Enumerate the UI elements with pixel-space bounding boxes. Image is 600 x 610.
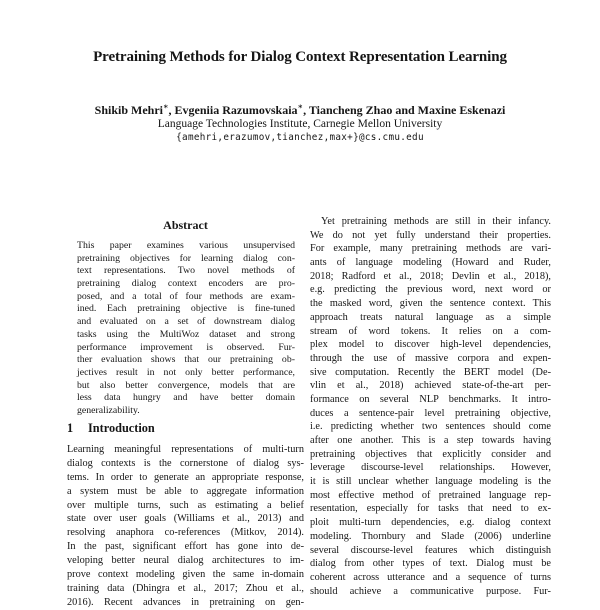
abstract-body xyxy=(77,240,295,418)
abstract-text-line: less data hungry and have better domain xyxy=(77,392,295,404)
introduction-body xyxy=(67,443,304,610)
author-name: , Evgeniia Razumovskaia xyxy=(168,103,298,117)
body-text-line: the masked word, given the sentence context. This xyxy=(310,298,551,310)
body-text-line: dialog from other types of text. Dialog must be xyxy=(310,558,551,570)
body-text-line: most effective method of pretrained language rep- xyxy=(310,489,551,501)
abstract-text-line: and evaluated on a set of downstream dialog xyxy=(77,316,295,328)
body-text-line: We do not yet fully understand their properties. xyxy=(310,229,551,241)
abstract-text-line: pretraining dialog context encoders are pro- xyxy=(77,278,295,290)
abstract-text-line: but also better convergence, models that are xyxy=(77,379,295,391)
body-text-line: after one another. This is a step towards having xyxy=(310,435,551,446)
affiliation-line: Language Technologies Institute, Carnegie Mellon University xyxy=(157,118,443,130)
abstract-text-line: tasks using the MultiWoz dataset and strong xyxy=(77,328,295,340)
body-text-line: resentation, especially for tasks that need to ex- xyxy=(310,503,551,515)
abstract-text-line: This paper examines various unsupervised xyxy=(77,240,295,251)
body-text-line: i.e. predicting whether two sentences should come xyxy=(310,421,551,433)
body-text-line: approach treats natural language as a simple xyxy=(310,311,551,323)
body-text-line: coherent across utterance and a sequence of turns xyxy=(310,571,551,583)
body-text-line: leverage discourse-level relationships. However, xyxy=(310,462,551,474)
body-text-line: ploit multi-turn dependencies, e.g. dialog context xyxy=(310,517,551,529)
section-heading xyxy=(67,421,155,436)
abstract-text-line: ined. Each pretraining objective is fine-tuned xyxy=(77,303,295,315)
body-text-line: e.g. predicting the previous word, next word or xyxy=(310,284,551,296)
email-line: {amehri,erazumov,tianchez,max+}@cs.cmu.edu xyxy=(176,132,424,143)
body-text-line: stream of word tokens. It relies on a com- xyxy=(310,325,551,337)
body-text-line: training data (Dhingra et al., 2017; Zhou et al., xyxy=(67,582,304,594)
body-text-line: pretraining objectives that explicitly consider and xyxy=(310,448,551,460)
body-text-line: a system must be able to aggregate information xyxy=(67,485,304,497)
author-name: Shikib Mehri xyxy=(94,103,163,117)
footnote-asterisk: ∗ xyxy=(163,102,169,111)
body-text-line: resolving anaphora co-references (Mitkov, 2014). xyxy=(67,527,304,539)
body-text-line: modeling. Thornbury and Slade (2006) underline xyxy=(310,530,551,542)
body-text-line: several discourse-level features which distinguish xyxy=(310,544,551,556)
body-text-line: it is still unclear whether language modeling is the xyxy=(310,476,551,488)
footnote-asterisk: ∗ xyxy=(297,102,304,111)
section-title: Introduction xyxy=(88,421,155,435)
body-text-line: For example, many pretraining methods are vari- xyxy=(310,243,551,255)
body-text-line: plex model to discover high-level dependencies, xyxy=(310,339,551,351)
abstract-text-line: text representations. Two novel methods of xyxy=(77,265,295,277)
body-text-line: ants of language modeling (Howard and Ruder, xyxy=(310,257,551,269)
body-text-line: Yet pretraining methods are still in their infancy. xyxy=(321,216,551,227)
body-text-line: vlin et al., 2018) achieved state-of-the-art per- xyxy=(310,380,551,392)
section-number: 1 xyxy=(67,421,74,435)
body-text-line: through the use of massive corpora and expen- xyxy=(310,352,551,364)
body-text-line: prove context modeling given the same in-domain xyxy=(67,569,304,581)
right-column xyxy=(310,215,551,600)
paper-title: Pretraining Methods for Dialog Context Representation Learning xyxy=(93,49,507,65)
body-text-line: Learning meaningful representations of multi-turn xyxy=(67,444,304,455)
abstract-text-line: jectives result in not only better performance, xyxy=(77,366,295,378)
body-text-line: veloping better neural dialog architectures to im- xyxy=(67,555,304,567)
abstract-text-line: pretraining objectives for learning dialog con- xyxy=(77,252,295,264)
body-text-line: sive computation. Recently the BERT model (De- xyxy=(310,366,551,378)
body-text-line: should achieve a communicative purpose. Fur- xyxy=(310,585,551,597)
body-text-line: tems. In order to generate an appropriate response, xyxy=(67,471,304,483)
abstract-text-line: ther evaluation shows that our pretraining ob- xyxy=(77,354,295,366)
body-text-line: duces a sentence-pair level pretraining objective, xyxy=(310,407,551,419)
body-text-line: formance on several NLP benchmarks. It intro- xyxy=(310,393,551,405)
abstract-text-line: generalizability. xyxy=(77,404,140,416)
abstract-text-line: performance improvement is observed. Fur- xyxy=(77,341,295,353)
body-text-line: 2016). Recent advances in pretraining on gen- xyxy=(67,596,304,608)
body-text-line: over multiple turns, such as estimating a belief xyxy=(67,499,304,511)
left-column xyxy=(67,0,304,608)
body-text-line: state over user goals (Williams et al., 2013) and xyxy=(67,513,304,525)
body-text-line: In the past, significant effort has gone into de- xyxy=(67,541,304,553)
abstract-text-line: posed, and a total of four methods are exam- xyxy=(77,290,295,302)
body-text-line: 2018; Radford et al., 2018; Devlin et al., 2018), xyxy=(310,270,551,282)
abstract-heading: Abstract xyxy=(163,218,208,232)
body-text-line: dialog contexts is the cornerstone of dialog sys- xyxy=(67,457,304,469)
author-name: , Tiancheng Zhao and Maxine Eskenazi xyxy=(303,103,506,117)
